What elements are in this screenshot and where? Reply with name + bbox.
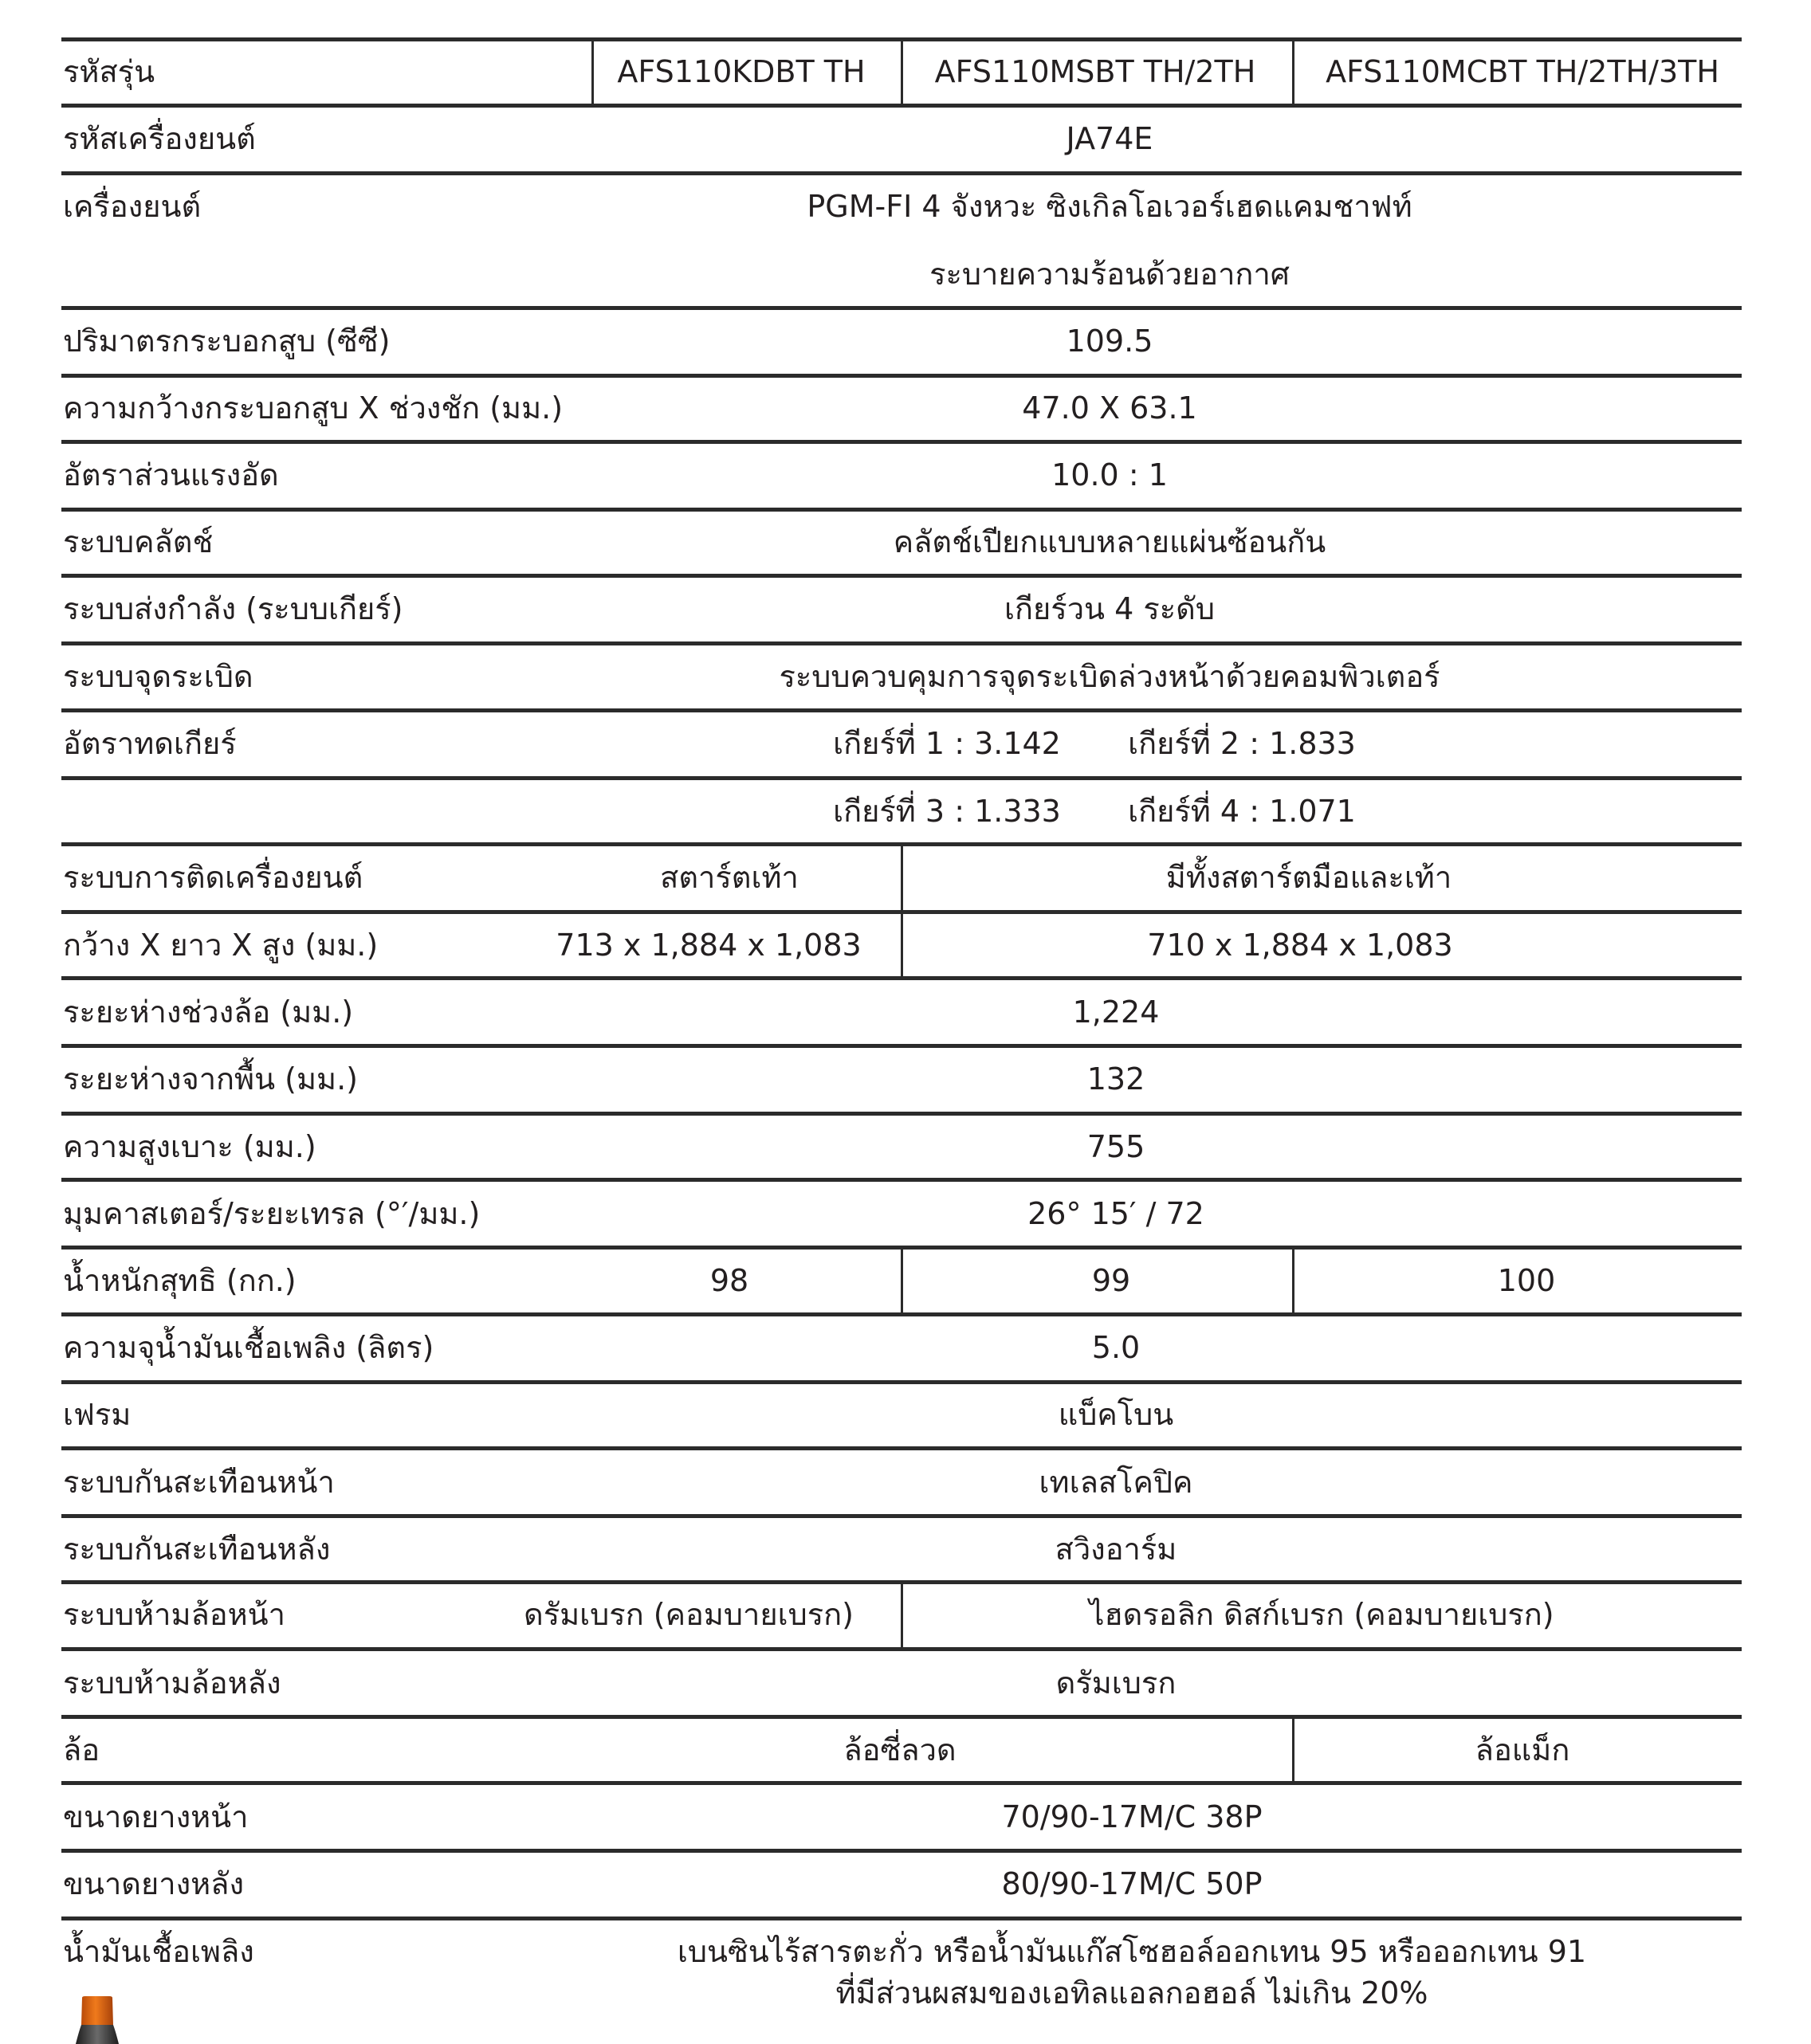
row-label: ระบบกันสะเทือนหน้า — [63, 1465, 335, 1500]
row-value: 5.0 — [1091, 1330, 1141, 1365]
row-label: ระยะห่างช่วงล้อ (มม.) — [63, 995, 354, 1030]
row-value: แบ็คโบน — [1058, 1397, 1174, 1432]
row-label: เฟรม — [63, 1397, 132, 1432]
row-label: มุมคาสเตอร์/ระยะเทรล (°′/มม.) — [63, 1196, 481, 1231]
col-divider — [591, 39, 594, 105]
row-label: น้ำหนักสุทธิ (กก.) — [63, 1263, 297, 1298]
row-label: เครื่องยนต์ — [63, 189, 202, 224]
model-kdbt: AFS110KDBT TH — [617, 54, 866, 89]
rule — [61, 1916, 1742, 1920]
row-value-line2: ที่มีส่วนผสมของเอทิลแอลกอฮอล์ ไม่เกิน 20% — [835, 1975, 1428, 2011]
row-label: ปริมาตรกระบอกสูบ (ซีซี) — [63, 324, 391, 359]
col-divider — [1292, 1247, 1294, 1314]
col-divider — [1292, 39, 1294, 105]
row-label: ระบบส่งกำลัง (ระบบเกียร์) — [63, 591, 403, 626]
row-value-1: 713 x 1,884 x 1,083 — [556, 928, 862, 963]
gear-2: เกียร์ที่ 2 : 1.833 — [1128, 726, 1356, 761]
row-label: รหัสเครื่องยนต์ — [63, 121, 256, 156]
col-divider — [901, 1582, 903, 1649]
row-value-3: 100 — [1497, 1263, 1556, 1298]
rule — [61, 306, 1742, 310]
row-label: ระบบการติดเครื่องยนต์ — [63, 860, 363, 895]
gear-4: เกียร์ที่ 4 : 1.071 — [1128, 794, 1356, 829]
row-value: 26° 15′ / 72 — [1027, 1196, 1204, 1231]
col-divider — [901, 844, 903, 978]
row-label: ความกว้างกระบอกสูบ X ช่วงชัก (มม.) — [63, 390, 564, 426]
rule — [61, 1446, 1742, 1450]
rule — [61, 1044, 1742, 1048]
row-value: สวิงอาร์ม — [1055, 1532, 1177, 1567]
rule — [61, 171, 1742, 175]
rule — [61, 1178, 1742, 1182]
col-divider — [901, 1247, 903, 1314]
row-label: ระยะห่างจากพื้น (มม.) — [63, 1061, 358, 1097]
row-label: น้ำมันเชื้อเพลิง — [63, 1934, 254, 1969]
row-value-1: 98 — [709, 1263, 749, 1298]
row-value-2: มีทั้งสตาร์ตมือและเท้า — [1165, 860, 1452, 895]
row-value-2: ล้อแม็ก — [1475, 1732, 1570, 1767]
row-label: ขนาดยางหลัง — [63, 1866, 245, 1901]
model-code-label: รหัสรุ่น — [63, 54, 155, 89]
rule — [61, 574, 1742, 578]
row-label: ความจุน้ำมันเชื้อเพลิง (ลิตร) — [63, 1330, 434, 1365]
row-value: 1,224 — [1072, 995, 1160, 1030]
rule — [61, 776, 1742, 780]
row-value: ระบบควบคุมการจุดระเบิดล่วงหน้าด้วยคอมพิวเตอร์ — [779, 659, 1440, 694]
col-divider — [1292, 1716, 1294, 1783]
row-label: กว้าง X ยาว X สูง (มม.) — [63, 928, 379, 963]
row-value: 10.0 : 1 — [1051, 457, 1168, 492]
row-value-1: สตาร์ตเท้า — [660, 860, 799, 895]
row-value: เกียร์วน 4 ระดับ — [1004, 591, 1215, 626]
row-value-line1: เบนซินไร้สารตะกั่ว หรือน้ำมันแก๊สโซฮอล์ออกเทน 95 หรือออกเทน 91 — [677, 1934, 1587, 1969]
row-label: ระบบห้ามล้อหลัง — [63, 1665, 281, 1701]
row-value-2: 99 — [1091, 1263, 1131, 1298]
row-label: ระบบจุดระเบิด — [63, 659, 253, 694]
row-value: เทเลสโคปิค — [1039, 1465, 1193, 1500]
row-label: ความสูงเบาะ (มม.) — [63, 1129, 316, 1164]
row-value: 70/90-17M/C 38P — [1001, 1799, 1263, 1834]
row-label: อัตราทดเกียร์ — [63, 726, 237, 761]
rule — [61, 1514, 1742, 1518]
row-value: 80/90-17M/C 50P — [1001, 1866, 1263, 1901]
row-value-line2: ระบายความร้อนด้วยอากาศ — [929, 257, 1290, 292]
row-value: 109.5 — [1066, 324, 1153, 359]
row-value-2: 710 x 1,884 x 1,083 — [1147, 928, 1453, 963]
rule — [61, 374, 1742, 378]
row-value: 132 — [1086, 1061, 1145, 1097]
row-value: ดรัมเบรก — [1055, 1665, 1177, 1701]
model-mcbt: AFS110MCBT TH/2TH/3TH — [1326, 54, 1719, 89]
row-value: 755 — [1086, 1129, 1145, 1164]
row-value: JA74E — [1066, 121, 1153, 156]
rule — [61, 1715, 1742, 1719]
col-divider — [901, 39, 903, 105]
model-msbt: AFS110MSBT TH/2TH — [934, 54, 1256, 89]
row-value-1: ดรัมเบรก (คอมบายเบรก) — [524, 1597, 854, 1632]
row-label: ระบบกันสะเทือนหลัง — [63, 1532, 331, 1567]
gear-1: เกียร์ที่ 1 : 3.142 — [833, 726, 1061, 761]
gear-3: เกียร์ที่ 3 : 1.333 — [833, 794, 1061, 829]
row-value: 47.0 X 63.1 — [1022, 390, 1197, 426]
row-value-line1: PGM-FI 4 จังหวะ ซิงเกิลโอเวอร์เฮดแคมชาฟท์ — [807, 189, 1412, 224]
rule — [61, 1380, 1742, 1384]
row-value: คลัตช์เปียกแบบหลายแผ่นซ้อนกัน — [893, 524, 1326, 559]
row-label: ล้อ — [63, 1732, 100, 1767]
rule — [61, 1849, 1742, 1853]
row-label: ขนาดยางหน้า — [63, 1799, 249, 1834]
row-value-2: ไฮดรอลิก ดิสก์เบรก (คอมบายเบรก) — [1089, 1597, 1554, 1632]
oil-bottle-icon — [76, 1996, 125, 2044]
row-label: ระบบคลัตช์ — [63, 524, 214, 559]
row-label: ระบบห้ามล้อหน้า — [63, 1597, 285, 1632]
rule — [61, 708, 1742, 712]
rule — [61, 440, 1742, 444]
row-label: อัตราส่วนแรงอัด — [63, 457, 279, 492]
rule — [61, 508, 1742, 512]
row-value-1: ล้อซี่ลวด — [843, 1732, 957, 1767]
rule — [61, 641, 1742, 645]
rule — [61, 1781, 1742, 1785]
rule — [61, 1112, 1742, 1116]
